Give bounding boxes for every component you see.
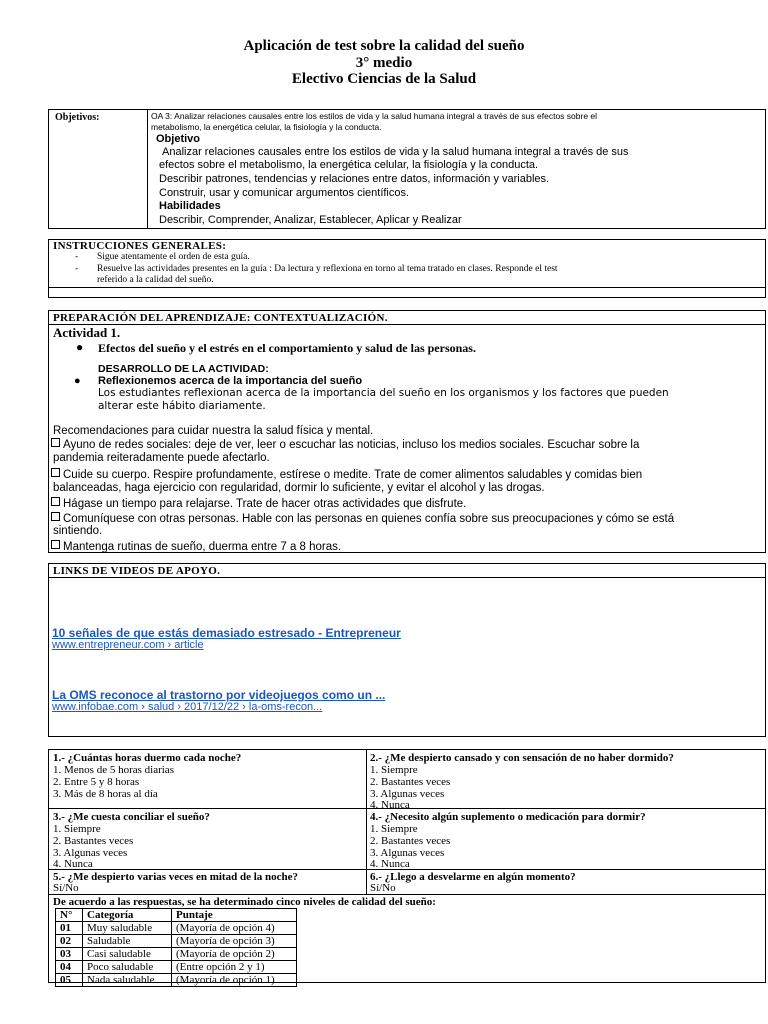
objectives-section xyxy=(48,109,766,229)
activity-description: alterar este hábito diariamente. xyxy=(98,400,266,412)
column-header: Categoría xyxy=(83,909,172,922)
doc-title: Aplicación de test sobre la calidad del sueño xyxy=(243,38,525,54)
habilidades-text: Describir, Comprender, Analizar, Establecer, Aplicar y Realizar xyxy=(159,214,462,226)
table-cell: 05 xyxy=(56,974,83,987)
table-row xyxy=(56,961,606,974)
table-cell: (Mayoría de opción 1) xyxy=(172,974,297,987)
option: 4. Nunca xyxy=(370,799,410,811)
option: 3. Más de 8 horas al día xyxy=(53,788,158,800)
dash-icon: - xyxy=(75,252,79,262)
video-link-1[interactable]: 10 señales de que estás demasiado estresado - Entrepreneur xyxy=(52,626,401,640)
question-4: 4.- ¿Necesito algún suplemento o medicación para dormir? xyxy=(370,811,646,823)
column-header: Puntaje xyxy=(172,909,297,922)
video-link-2[interactable]: La OMS reconoce al trastorno por videojuegos como un ... xyxy=(52,688,386,702)
table-row xyxy=(56,948,606,961)
tip-item: Comuníquese con otras personas. Hable con las personas en quienes confía sobre sus preocupaciones y cómo se está xyxy=(51,512,674,525)
column-header: N° xyxy=(56,909,83,922)
desarrollo-heading: DESARROLLO DE LA ACTIVIDAD: xyxy=(98,363,269,375)
activity-heading: PREPARACIÓN DEL APRENDIZAJE: CONTEXTUALIZACIÓN. xyxy=(53,312,388,324)
tip-item: balanceadas, haga ejercicio con regularidad, dormir lo suficiente, y evitar el alcohol y las drogas. xyxy=(53,482,545,494)
objective-line: Describir patrones, tendencias y relaciones entre datos, información y variables. xyxy=(159,173,550,185)
recommendations-intro: Recomendaciones para cuidar nuestra la salud física y mental. xyxy=(53,425,374,437)
table-cell: (Mayoría de opción 3) xyxy=(172,935,297,948)
links-heading: LINKS DE VIDEOS DE APOYO. xyxy=(53,565,221,577)
table-cell: (Entre opción 2 y 1) xyxy=(172,961,297,974)
activity-bullet: Efectos del sueño y el estrés en el comportamiento y salud de las personas. xyxy=(98,341,476,355)
table-cell: Muy saludable xyxy=(83,922,172,935)
tip-item: Hágase un tiempo para relajarse. Trate de hacer otras actividades que disfrute. xyxy=(51,497,466,510)
bullet-icon: ● xyxy=(76,340,84,354)
doc-subject: Electivo Ciencias de la Salud xyxy=(291,71,477,87)
empty-cell xyxy=(297,909,606,922)
table-row xyxy=(56,922,606,935)
results-table xyxy=(55,908,605,987)
doc-grade: 3° medio xyxy=(355,55,413,71)
table-cell: Saludable xyxy=(83,935,172,948)
instruction-item: Sigue atentamente el orden de esta guía. xyxy=(97,252,250,262)
table-header-row xyxy=(56,909,606,922)
question-5: 5.- ¿Me despierto varias veces en mitad de la noche? xyxy=(53,871,299,883)
results-intro: De acuerdo a las respuestas, se ha determinado cinco niveles de calidad del sueño: xyxy=(53,896,436,908)
tip-item: pandemia reiteradamente puede afectarlo. xyxy=(53,452,270,464)
reflex-heading: Reflexionemos acerca de la importancia del sueño xyxy=(98,375,363,387)
option: 1. Siempre xyxy=(370,823,418,835)
instructions-section xyxy=(48,239,766,298)
option: 1. Siempre xyxy=(53,823,101,835)
objective-line: efectos sobre el metabolismo, la energética celular, la fisiología y la conducta. xyxy=(159,159,539,171)
video-link-1-url[interactable]: www.entrepreneur.com › article xyxy=(52,639,204,651)
option: 4. Nunca xyxy=(370,858,410,870)
divider xyxy=(49,577,765,578)
question-2: 2.- ¿Me despierto cansado y con sensación de no haber dormido? xyxy=(370,752,674,764)
objective-line: Construir, usar y comunicar argumentos científicos. xyxy=(159,187,410,199)
dash-icon: - xyxy=(75,264,79,274)
video-link-2-url[interactable]: www.infobae.com › salud › 2017/12/22 › la-oms-recon... xyxy=(52,701,323,713)
option: 3. Algunas veces xyxy=(53,847,128,859)
option: 2. Entre 5 y 8 horas xyxy=(53,776,140,788)
table-cell: 02 xyxy=(56,935,83,948)
option: 2. Bastantes veces xyxy=(370,835,451,847)
sleep-test-section xyxy=(48,749,766,986)
answer: Sí/No xyxy=(370,882,396,894)
instructions-heading: INSTRUCCIONES GENERALES: xyxy=(53,240,227,252)
checkbox-icon xyxy=(51,540,60,549)
table-cell: 03 xyxy=(56,948,83,961)
table-cell: Casi saludable xyxy=(83,948,172,961)
table-cell: 01 xyxy=(56,922,83,935)
checkbox-icon xyxy=(51,438,60,447)
option: 2. Bastantes veces xyxy=(53,835,134,847)
table-row xyxy=(56,974,606,987)
divider xyxy=(49,324,765,325)
column-divider xyxy=(366,750,367,894)
option: 1. Siempre xyxy=(370,764,418,776)
option: 3. Algunas veces xyxy=(370,847,445,859)
table-cell: Poco saludable xyxy=(83,961,172,974)
instruction-item: referido a la calidad del sueño. xyxy=(97,275,214,285)
table-row xyxy=(56,935,606,948)
tip-item: Ayuno de redes sociales: deje de ver, leer o escuchar las noticias, incluso los medios sociales. Escuchar sobre la xyxy=(51,438,639,451)
table-cell: (Mayoría de opción 2) xyxy=(172,948,297,961)
divider xyxy=(49,894,765,895)
activity-description: Los estudiantes reflexionan acerca de la importancia del sueño en los organismos y los factores que pueden xyxy=(98,387,669,399)
question-6: 6.- ¿Llego a desvelarme en algún momento? xyxy=(370,871,576,883)
question-1: 1.- ¿Cuántas horas duermo cada noche? xyxy=(53,752,242,764)
checkbox-icon xyxy=(51,512,60,521)
option: 3. Algunas veces xyxy=(370,788,445,800)
option: 1. Menos de 5 horas diarias xyxy=(53,764,174,776)
table-cell: Nada saludable xyxy=(83,974,172,987)
divider xyxy=(49,287,765,288)
tip-item: Cuide su cuerpo. Respire profundamente, estírese o medite. Trate de comer alimentos saludables y comidas bien xyxy=(51,468,642,481)
option: 2. Bastantes veces xyxy=(370,776,451,788)
question-3: 3.- ¿Me cuesta conciliar el sueño? xyxy=(53,811,210,823)
activity-title: Actividad 1. xyxy=(53,325,121,340)
activity-section xyxy=(48,310,766,553)
tip-item: Mantenga rutinas de sueño, duerma entre 7 a 8 horas. xyxy=(51,540,341,553)
objectives-label: Objetivos: xyxy=(55,112,100,123)
oa-text-line1: OA 3: Analizar relaciones causales entre los estilos de vida y la salud humana integral a través de sus efectos sobre el xyxy=(151,111,598,121)
table-cell: 04 xyxy=(56,961,83,974)
bullet-icon: ● xyxy=(74,375,81,387)
links-section xyxy=(48,563,766,737)
tip-item: sintiendo. xyxy=(53,525,103,537)
option: 4. Nunca xyxy=(53,858,93,870)
answer: Sí/No xyxy=(53,882,79,894)
objective-line: Analizar relaciones causales entre los estilos de vida y la salud humana integral a través de sus xyxy=(162,146,629,158)
instruction-item: Resuelve las actividades presentes en la guía : Da lectura y reflexiona en torno al tema tratado en clases. Responde el test xyxy=(97,264,558,274)
oa-text-line2: metabolismo, la energética celular, la fisiología y la conducta. xyxy=(151,122,382,132)
checkbox-icon xyxy=(51,468,60,477)
habilidades-heading: Habilidades xyxy=(159,200,221,212)
table-cell: (Mayoría de opción 4) xyxy=(172,922,297,935)
checkbox-icon xyxy=(51,497,60,506)
objetivo-heading: Objetivo xyxy=(156,133,201,145)
column-divider xyxy=(147,110,148,228)
